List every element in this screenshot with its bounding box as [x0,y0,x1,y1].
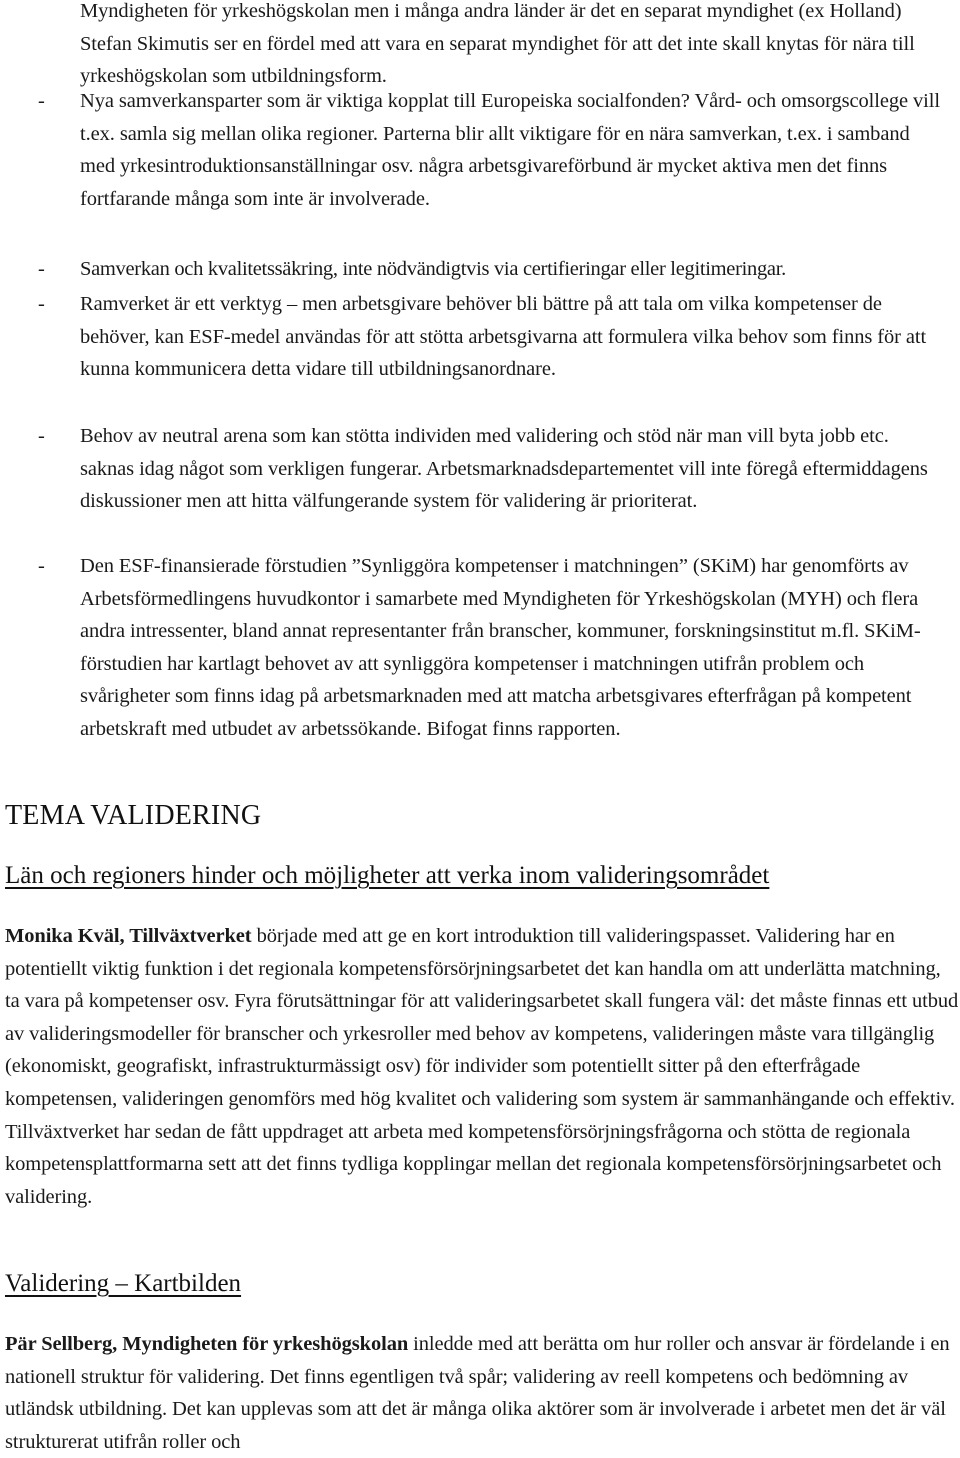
section-title: TEMA VALIDERING [5,800,262,831]
intro-paragraph: Myndigheten för yrkeshögskolan men i många andra länder är det en separat myndighet (ex Holland) Stefan Skimutis ser en fördel med att vara en separat myndighet för att det inte skall knytas för nära till yrkeshögskolan som utbildningsform. [80,0,915,88]
bullet-item-framework: Ramverket är ett verktyg – men arbetsgivare behöver bli bättre på att tala om vilka kompetenser de behöver, kan ESF-medel användas för att stötta arbetsgivarna att formulera vilka behov som finns för att kunna kommunicera detta vidare till utbildningsanordnare. [80,293,927,381]
paragraph-text: inledde med att berätta om hur roller och ansvar är fördelande i en nationell struktur för validering. Det finns egentligen två spår; validering av reell kompetens och bedömning av utländsk utbildning. Det kan upplevas som att det är många olika aktörer som är involverade i arbetet men det är väl strukturerat utifrån roller och [5,1333,950,1453]
bullet-marker: - [38,90,45,112]
bullet-marker: - [38,555,45,577]
bullet-item-partners: Nya samverkansparter som är viktiga kopplat till Europeiska socialfonden? Vård- och omsorgscollege vill t.ex. samla sig mellan olika regioner. Parterna blir allt viktigare för en nära samverkan, t.ex. i samband med yrkesintroduktionsanställningar osv. några arbetsgivareförbund är mycket aktiva men det finns fortfarande många som inte är involverade. [80,90,940,210]
bullet-marker: - [38,258,45,280]
paragraph-monika-kval [5,920,959,1213]
bullet-item-quality: Samverkan och kvalitetssäkring, inte nödvändigtvis via certifieringar eller legitimeringar. [80,258,786,280]
subheading-kartbilden: Validering – Kartbilden [5,1270,242,1297]
speaker-name: Monika Kväl, Tillväxtverket [5,925,252,947]
subheading-regions: Län och regioners hinder och möjligheter att verka inom valideringsområdet [5,862,770,889]
bullet-item-skim-study: Den ESF-finansierade förstudien ”Synliggöra kompetenser i matchningen” (SKiM) har genomförts av Arbetsförmedlingens huvudkontor i samarbete med Myndigheten för Yrkeshögskolan (MYH) och flera andra intressenter, bland annat representanter från branscher, kommuner, forskningsinstitut m.fl. SKiM-förstudien har kartlagt behovet av att synliggöra kompetenser i matchningen utifrån problem och svårigheter som finns idag på arbetsmarknaden med att matcha arbetsgivares efterfrågan på kompetent arbetskraft med utbudet av arbetssökande. Bifogat finns rapporten. [80,555,921,740]
bullet-marker: - [38,293,45,315]
speaker-name: Pär Sellberg, Myndigheten för yrkeshögskolan [5,1333,409,1355]
bullet-marker: - [38,425,45,447]
paragraph-text: började med att ge en kort introduktion till valideringspasset. Validering har en potentiellt viktig funktion i det regionala kompetensförsörjningsarbetet det kan handla om att underlätta matchning, ta vara på kompetenser osv. Fyra förutsättningar för att valideringsarbetet skall fungera väl: det måste finnas ett utbud av valideringsmodeller för branscher och yrkesroller med behov av kompetens, valideringen måste vara tillgänglig (ekonomiskt, geografiskt, infrastrukturmässigt osv) för individer som potentiellt sitter på den efterfrågade kompetensen, valideringen genomförs med hög kvalitet och validering som system är sammanhängande och effektiv. Tillväxtverket har sedan de fått uppdraget att arbeta med kompetensförsörjningsfrågorna och stötta de regionala kompetensplattformarna sett att det finns tydliga kopplingar mellan det regionala kompetensförsörjningsarbetet och validering. [5,925,959,1208]
bullet-item-neutral-arena: Behov av neutral arena som kan stötta individen med validering och stöd när man vill byta jobb etc. saknas idag något som verkligen fungerar. Arbetsmarknadsdepartementet vill inte föregå eftermiddagens diskussioner men att hitta välfungerande system för validering är prioriterat. [80,425,928,513]
paragraph-par-sellberg [5,1328,959,1458]
